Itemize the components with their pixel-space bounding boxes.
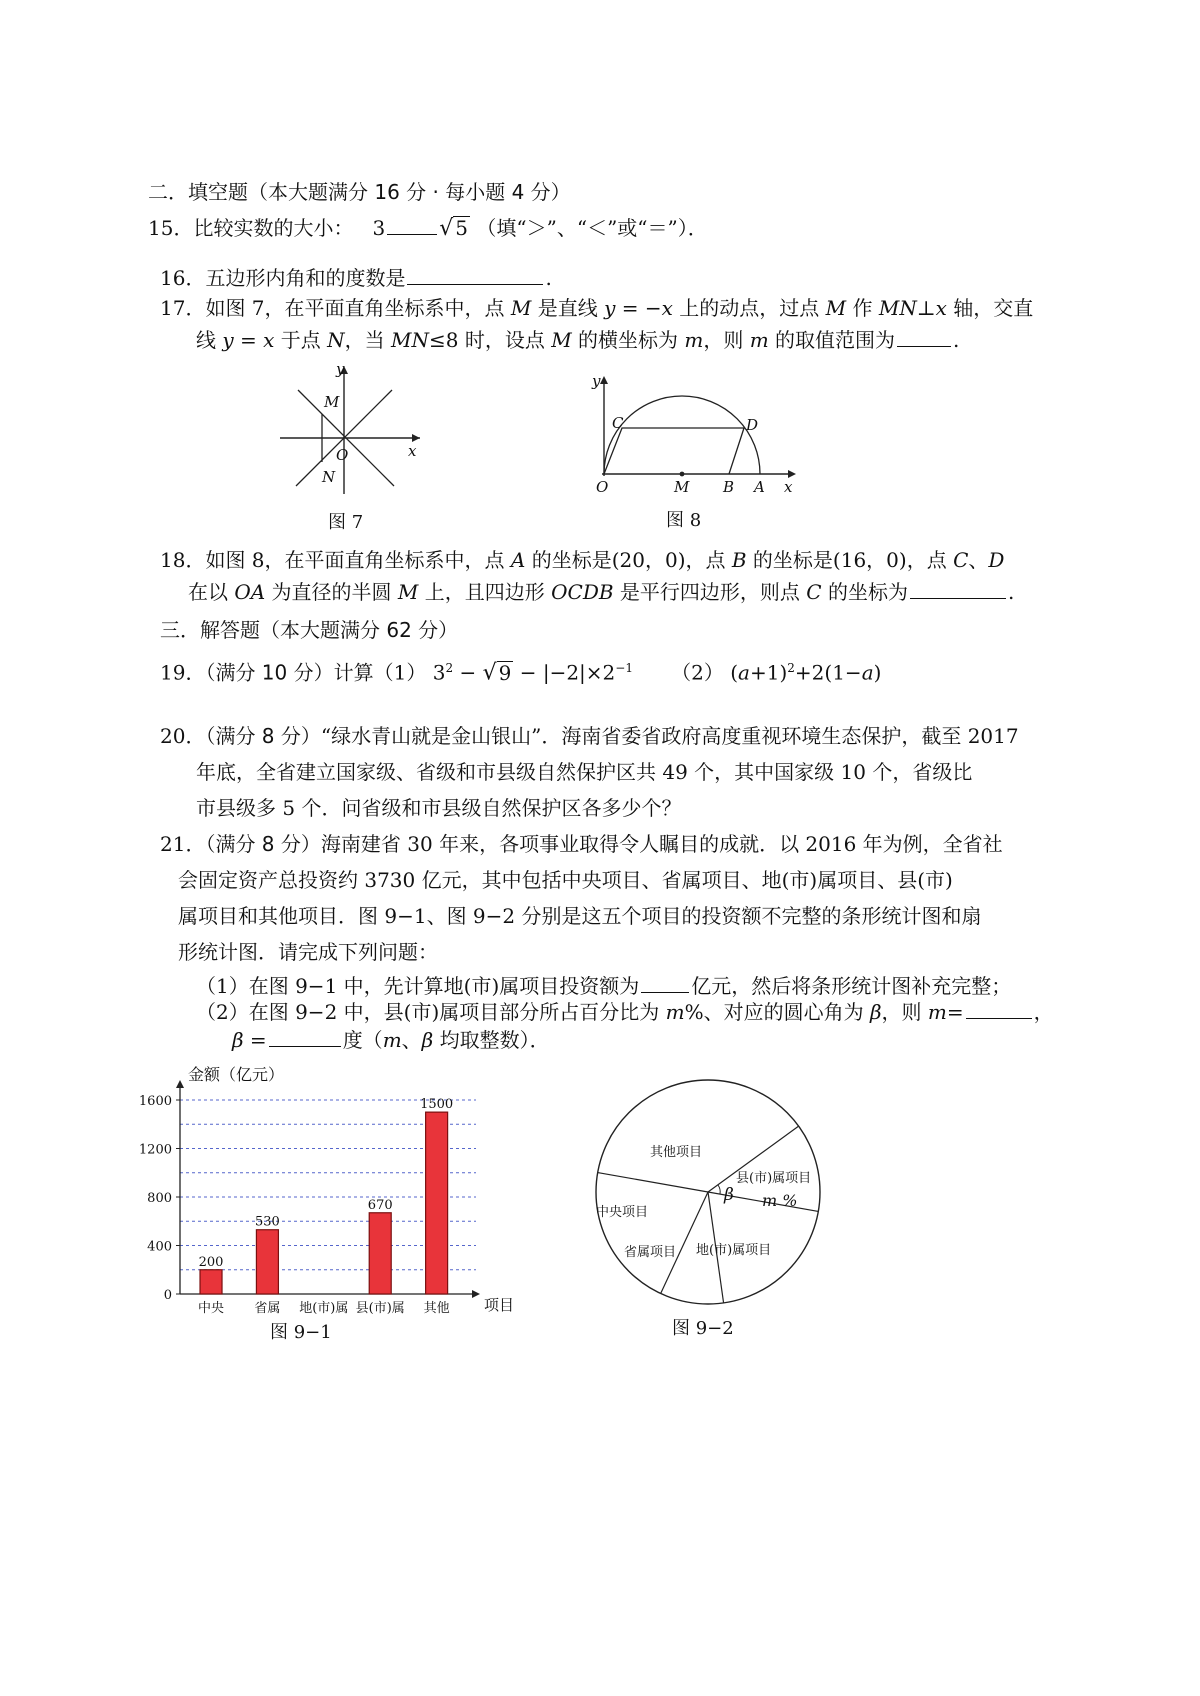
answer-blank[interactable] bbox=[269, 1026, 341, 1047]
label-a: A bbox=[754, 478, 765, 496]
slice-label: 中央项目 bbox=[596, 1205, 649, 1220]
x-tick-label: 中央 bbox=[198, 1301, 225, 1316]
var: B bbox=[731, 548, 747, 572]
label-d: D bbox=[746, 416, 759, 434]
text: 的取值范围为 bbox=[768, 328, 896, 352]
var: m bbox=[684, 328, 704, 352]
x-axis-arrow-icon bbox=[472, 1290, 480, 1298]
label-c: C bbox=[612, 414, 624, 432]
label-o: O bbox=[596, 478, 609, 496]
text: = bbox=[946, 1000, 964, 1024]
label-x: x bbox=[784, 478, 793, 496]
x-tick-label: 其他 bbox=[423, 1301, 450, 1316]
question-number: 17． bbox=[160, 296, 206, 320]
score: （满分 8 分） bbox=[205, 832, 321, 856]
text: = bbox=[243, 1028, 267, 1052]
question-text: 海南建省 30 年来，各项事业取得令人瞩目的成就．以 2016 年为例，全省社 bbox=[320, 832, 1003, 856]
sqrt-icon: √ bbox=[482, 660, 497, 686]
var: a bbox=[861, 660, 874, 685]
math: 2 bbox=[445, 661, 454, 675]
x-axis-label: 项目 bbox=[484, 1296, 515, 1314]
section-number: 二． bbox=[148, 180, 188, 204]
text: ，当 bbox=[344, 328, 391, 352]
var: m bbox=[749, 328, 769, 352]
question-number: 20． bbox=[160, 724, 206, 748]
text: ⊥ bbox=[916, 296, 936, 320]
y-tick-label: 400 bbox=[147, 1239, 172, 1255]
label-m: M bbox=[674, 478, 690, 496]
x-tick-label: 县(市)属 bbox=[355, 1301, 405, 1316]
sqrt-icon: √ bbox=[439, 216, 454, 241]
answer-blank[interactable] bbox=[910, 578, 1006, 599]
var: C bbox=[953, 548, 969, 572]
text: 上的动点，过点 bbox=[672, 296, 826, 320]
y-axis-label: 金额（亿元） bbox=[188, 1065, 285, 1084]
question-number: 19． bbox=[160, 660, 206, 685]
text: 的坐标是(16，0)，点 bbox=[746, 548, 954, 572]
question-21-line3: 属项目和其他项目．图 9−1、图 9−2 分别是这五个项目的投资额不完整的条形统计图和扇 bbox=[178, 904, 982, 928]
text: 上，且四边形 bbox=[418, 580, 552, 604]
math: ) bbox=[873, 660, 882, 685]
bar-value-label: 530 bbox=[255, 1214, 280, 1230]
text: 如图 7，在平面直角坐标系中，点 bbox=[205, 296, 511, 320]
figure-7-caption: 图 7 bbox=[328, 512, 364, 533]
section-3-heading bbox=[160, 616, 458, 644]
radicand: 9 bbox=[498, 660, 512, 685]
text: （1）在图 9−1 中，先计算地(市)属项目投资额为 bbox=[196, 974, 640, 998]
question-15 bbox=[148, 214, 708, 243]
score: （满分 8 分） bbox=[205, 724, 321, 748]
label-y: y bbox=[336, 360, 345, 378]
label-n: N bbox=[322, 468, 336, 486]
x-tick-label: 地(市)属 bbox=[299, 1301, 349, 1316]
bar bbox=[369, 1213, 391, 1294]
bar bbox=[200, 1270, 222, 1294]
math: − bbox=[513, 660, 543, 685]
question-21-line2: 会固定资产总投资约 3730 亿元，其中包括中央项目、省属项目、地(市)属项目、县(市) bbox=[178, 868, 953, 892]
text: 的坐标是(20，0)，点 bbox=[525, 548, 732, 572]
point-m bbox=[680, 472, 685, 477]
text: 如图 8，在平面直角坐标系中，点 bbox=[205, 548, 511, 572]
var: a bbox=[738, 660, 750, 685]
var: MN bbox=[878, 296, 917, 320]
question-18-line2 bbox=[188, 578, 1014, 606]
var: β bbox=[421, 1028, 434, 1052]
slice-boundary bbox=[598, 1173, 708, 1192]
part-label: 计算（1） bbox=[333, 660, 427, 685]
question-text: “绿水青山就是金山银山”．海南省委省政府高度重视环境生态保护，截至 2017 bbox=[320, 724, 1019, 748]
x-tick-label: 省属 bbox=[254, 1301, 281, 1316]
var: m bbox=[382, 1028, 402, 1052]
question-number: 18． bbox=[160, 548, 206, 572]
punct: . bbox=[1007, 580, 1015, 604]
var: C bbox=[806, 580, 822, 604]
text: （2）在图 9−2 中，县(市)属项目部分所占百分比为 bbox=[196, 1000, 666, 1024]
math: −1 bbox=[615, 661, 633, 675]
label-y: y bbox=[592, 372, 601, 390]
figure-8 bbox=[588, 368, 808, 498]
section-number: 三． bbox=[160, 618, 200, 642]
var: β bbox=[869, 1000, 882, 1024]
text: 为直径的半圆 bbox=[265, 580, 398, 604]
text: ，则 bbox=[703, 328, 750, 352]
question-21-line1 bbox=[160, 830, 1003, 858]
var: M bbox=[825, 296, 847, 320]
question-16 bbox=[160, 264, 552, 292]
figure-9-1-caption: 图 9−1 bbox=[270, 1322, 332, 1343]
text: 是平行四边形，则点 bbox=[613, 580, 807, 604]
math: 3 bbox=[432, 660, 446, 685]
y-tick-label: 0 bbox=[163, 1288, 172, 1303]
question-21-line4: 形统计图．请完成下列问题： bbox=[178, 940, 438, 964]
math: +2(1− bbox=[794, 660, 862, 685]
figure-9-1-bar-chart bbox=[140, 1064, 530, 1354]
var: M bbox=[397, 580, 419, 604]
text: ，则 bbox=[881, 1000, 928, 1024]
text: 在以 bbox=[188, 580, 235, 604]
question-20-line3: 市县级多 5 个．问省级和市县级自然保护区各多少个？ bbox=[196, 796, 682, 820]
y-arrow-icon bbox=[600, 376, 608, 384]
bar-value-label: 670 bbox=[367, 1197, 393, 1213]
x-arrow-icon bbox=[412, 434, 420, 442]
answer-blank[interactable] bbox=[966, 998, 1032, 1019]
bar bbox=[256, 1230, 278, 1294]
math: 2 bbox=[787, 661, 795, 675]
section-2-heading bbox=[148, 178, 571, 206]
punct: . bbox=[953, 328, 960, 352]
text: 轴，交直 bbox=[946, 296, 1034, 320]
var: β bbox=[232, 1028, 244, 1052]
math: ×2 bbox=[585, 660, 616, 685]
answer-blank[interactable] bbox=[897, 326, 951, 347]
text: 度（ bbox=[342, 1028, 383, 1052]
y-tick-label: 800 bbox=[147, 1191, 172, 1206]
y-axis-arrow-icon bbox=[176, 1080, 184, 1088]
text: 亿元，然后将条形统计图补充完整； bbox=[691, 974, 1012, 998]
answer-blank[interactable] bbox=[407, 264, 543, 285]
slice-label: 省属项目 bbox=[624, 1245, 677, 1260]
var: x bbox=[935, 296, 947, 320]
label-o: O bbox=[336, 446, 349, 464]
text: 均取整数）． bbox=[433, 1028, 550, 1052]
question-text: 五边形内角和的度数是 bbox=[205, 266, 406, 290]
question-21-sub2-line2 bbox=[232, 1026, 550, 1054]
parallelogram-ocdb bbox=[604, 428, 744, 474]
var: M bbox=[510, 296, 532, 320]
var: m bbox=[927, 1000, 947, 1024]
angle-beta-label: β bbox=[724, 1185, 734, 1205]
text: 线 bbox=[196, 328, 223, 352]
slice-label: 县(市)属项目 bbox=[736, 1171, 812, 1186]
y-tick-label: 1200 bbox=[138, 1142, 172, 1158]
section-title: 填空题（本大题满分 16 分 · 每小题 4 分） bbox=[188, 180, 571, 204]
question-20-line1 bbox=[160, 722, 1019, 750]
question-text: 比较实数的大小： bbox=[193, 216, 354, 240]
var: OA bbox=[234, 580, 266, 604]
x-arrow-icon bbox=[788, 470, 796, 478]
var: y = −x bbox=[604, 296, 673, 320]
var: OCDB bbox=[551, 580, 614, 604]
answer-blank[interactable] bbox=[387, 214, 437, 235]
bar-value-label: 1500 bbox=[420, 1097, 454, 1113]
bar bbox=[426, 1112, 448, 1294]
slice-label: 地(市)属项目 bbox=[696, 1243, 772, 1258]
text: ， bbox=[1033, 1000, 1054, 1024]
label-b: B bbox=[723, 478, 735, 496]
math: − bbox=[453, 660, 483, 685]
question-18-line1 bbox=[160, 546, 1004, 574]
question-number: 21． bbox=[160, 832, 206, 856]
y-tick-label: 1600 bbox=[138, 1094, 172, 1109]
question-17-line1 bbox=[160, 294, 1033, 322]
bar-value-label: 200 bbox=[198, 1254, 224, 1270]
question-20-line2: 年底，全省建立国家级、省级和市县级自然保护区共 49 个，其中国家级 10 个，省级比 bbox=[196, 760, 973, 784]
text: 作 bbox=[846, 296, 879, 320]
text: 于点 bbox=[274, 328, 328, 352]
text: 是直线 bbox=[531, 296, 605, 320]
score: （满分 10 分） bbox=[205, 660, 334, 685]
var: M bbox=[551, 328, 572, 352]
question-21-sub2 bbox=[196, 998, 1054, 1026]
var: N bbox=[327, 328, 345, 352]
math-three: 3 bbox=[372, 216, 386, 240]
question-number: 16． bbox=[160, 266, 206, 290]
slice-label: 其他项目 bbox=[650, 1145, 703, 1160]
punct: . bbox=[545, 266, 552, 290]
question-21-sub1 bbox=[196, 972, 1011, 1000]
text: %、对应的圆心角为 bbox=[684, 1000, 870, 1024]
angle-arc bbox=[718, 1185, 720, 1194]
section-title: 解答题（本大题满分 62 分） bbox=[200, 618, 459, 642]
math: ( bbox=[730, 660, 739, 685]
radicand: 5 bbox=[455, 216, 469, 240]
figure-9-2-pie-chart bbox=[594, 1084, 834, 1339]
label-x: x bbox=[408, 442, 417, 460]
question-text: （填“＞”、“＜”或“＝”）． bbox=[476, 216, 708, 240]
var: MN bbox=[391, 328, 429, 352]
question-17-line2 bbox=[196, 326, 959, 354]
math: +1) bbox=[749, 660, 788, 685]
part-label: （2） bbox=[671, 660, 724, 685]
semicircle bbox=[604, 396, 760, 474]
text: 的横坐标为 bbox=[571, 328, 685, 352]
text: 、 bbox=[401, 1028, 422, 1052]
text: ≤8 时，设点 bbox=[428, 328, 552, 352]
answer-blank[interactable] bbox=[641, 972, 689, 993]
var: D bbox=[988, 548, 1005, 572]
figure-8-caption: 图 8 bbox=[666, 510, 702, 531]
var: A bbox=[510, 548, 526, 572]
figure-9-2-caption: 图 9−2 bbox=[672, 1318, 734, 1339]
math: |−2| bbox=[542, 660, 586, 685]
var: m bbox=[665, 1000, 685, 1024]
var: y = x bbox=[222, 328, 275, 352]
text: 的坐标为 bbox=[821, 580, 908, 604]
percent-label: m % bbox=[762, 1191, 798, 1210]
question-19 bbox=[160, 654, 881, 688]
question-number: 15． bbox=[148, 216, 194, 240]
label-m: M bbox=[324, 393, 340, 411]
figure-7 bbox=[280, 360, 430, 500]
text: 、 bbox=[968, 548, 989, 572]
